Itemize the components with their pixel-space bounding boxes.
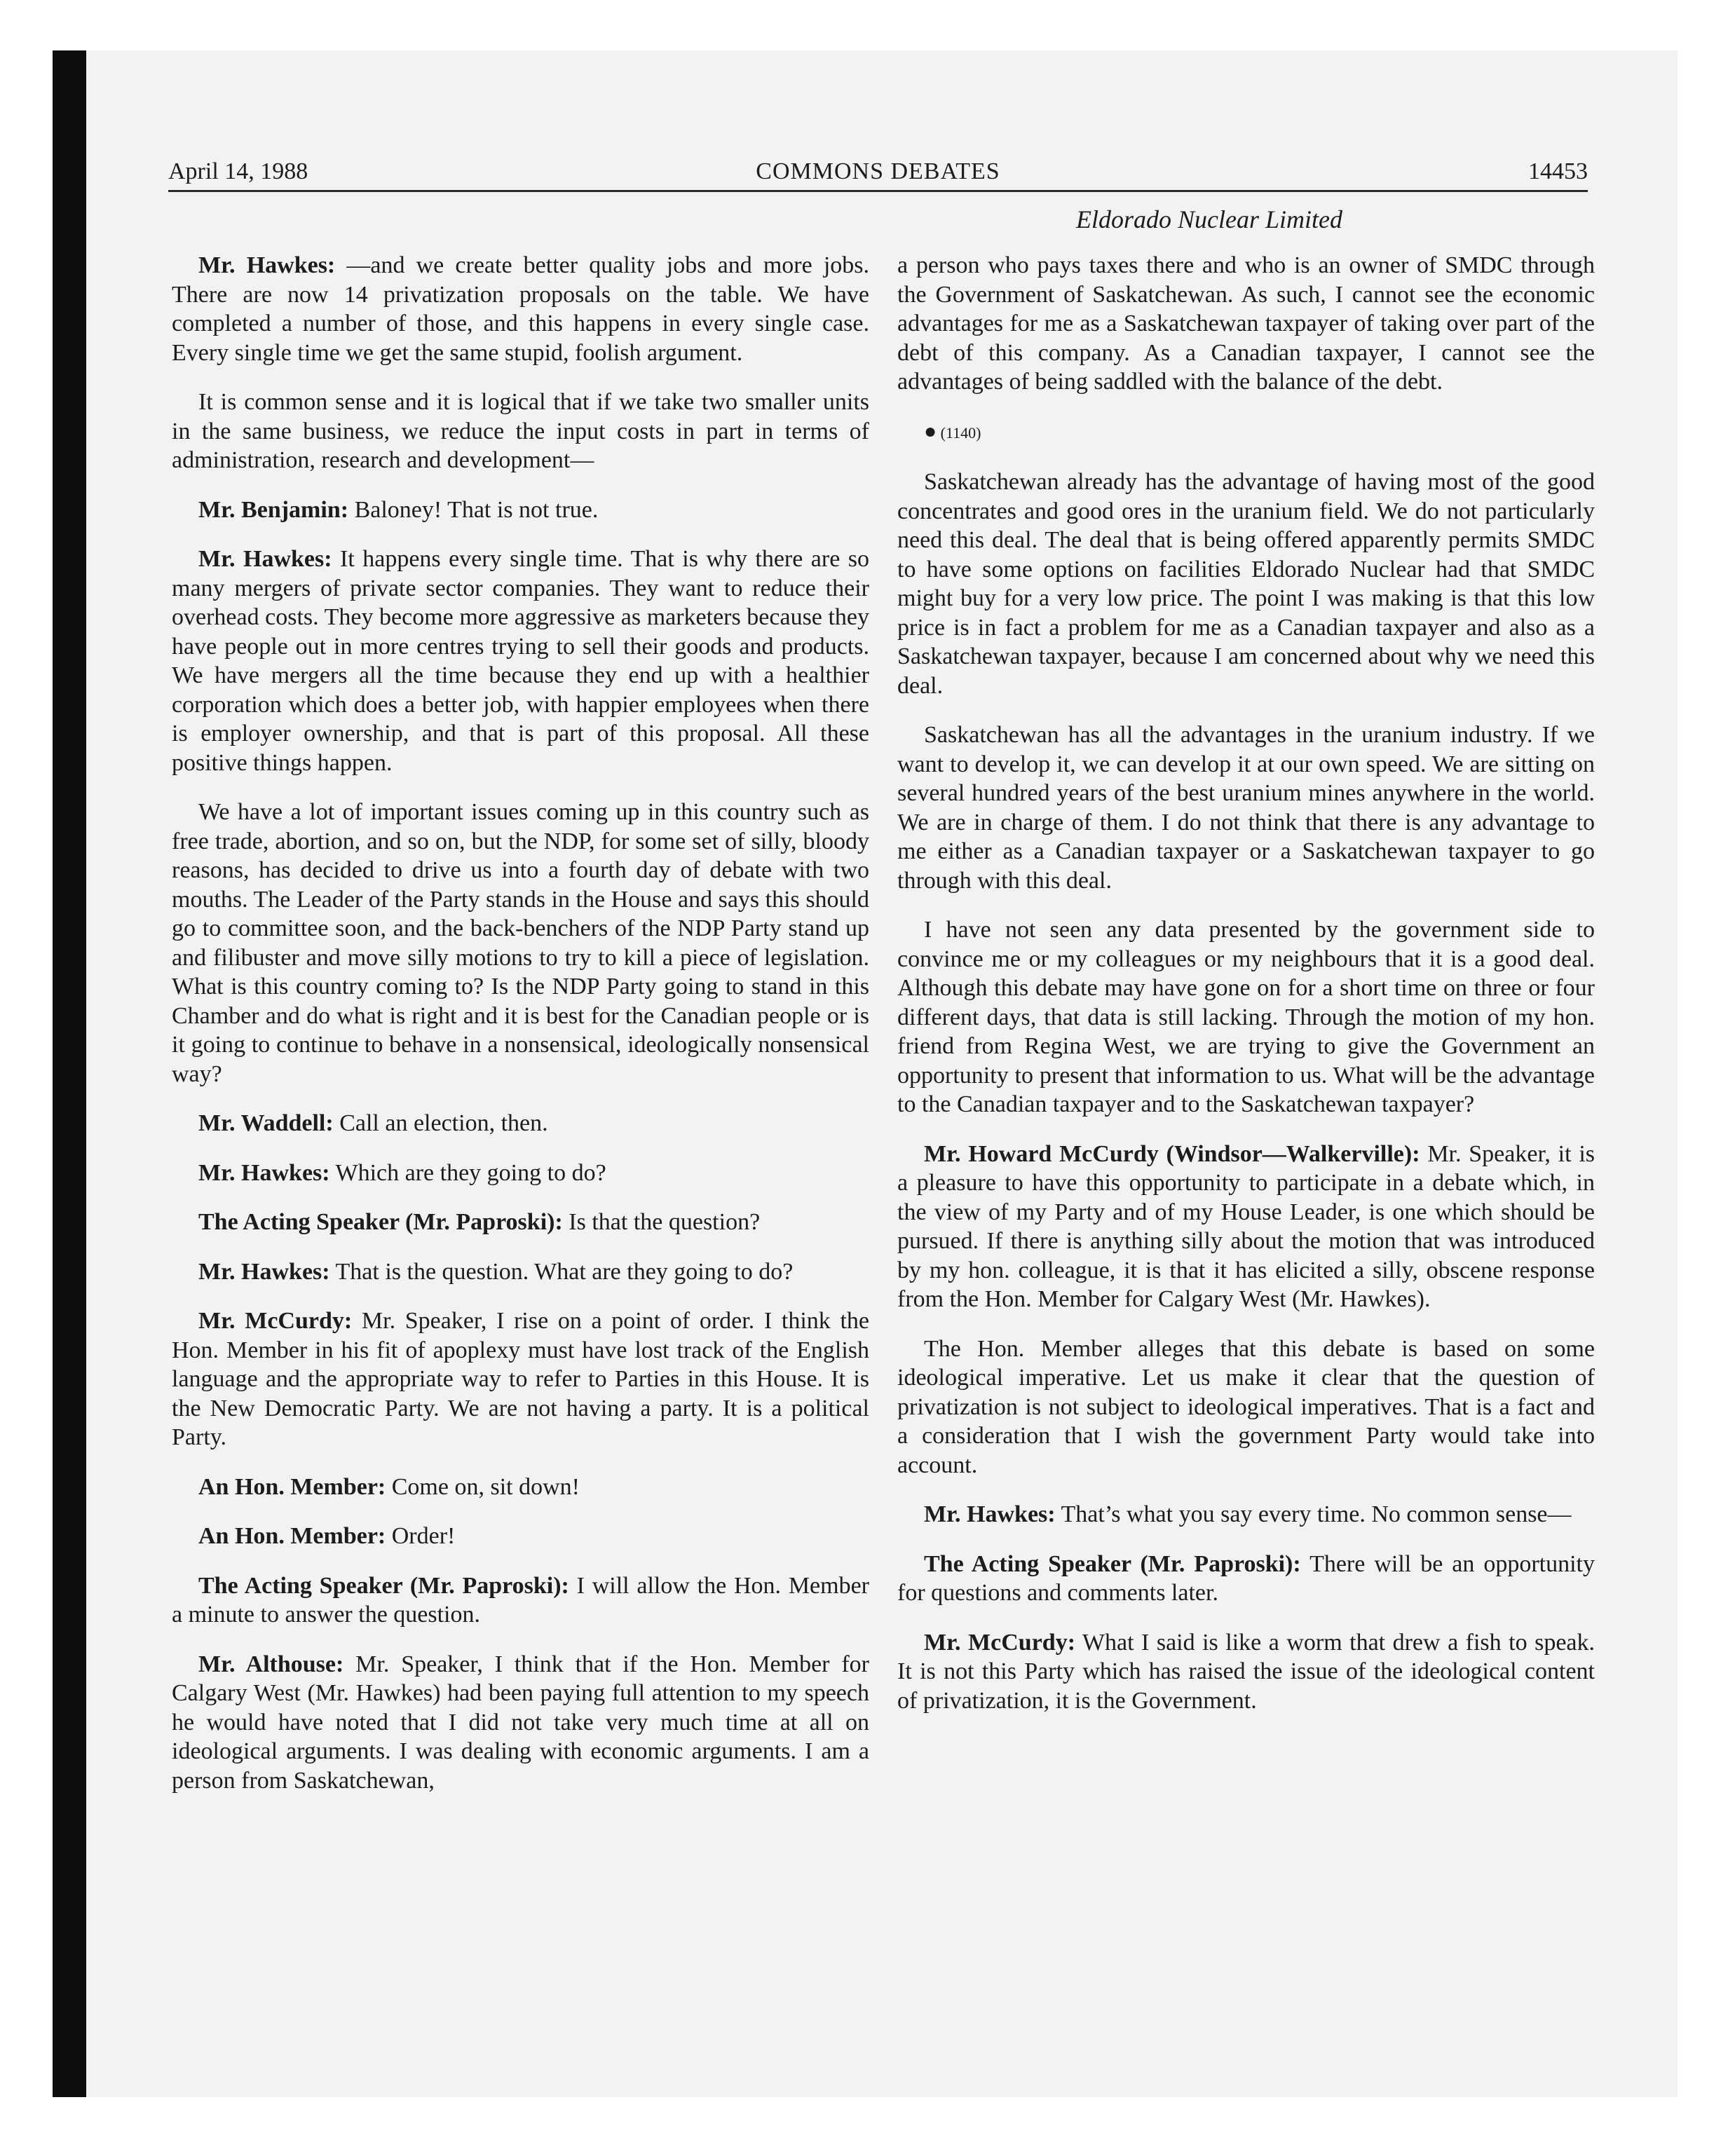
paragraph-text: —and we create better quality jobs and more jobs. There are now 14 privatization proposals on the table. We have completed a number of those, and this happens in every single case. Every single time we get the same stupid, foolish argument. (172, 252, 870, 366)
header-page-number: 14453 (1528, 158, 1588, 184)
paragraph (172, 1571, 869, 1630)
paragraph (172, 1208, 869, 1237)
speaker-name: Mr. McCurdy: (198, 1308, 353, 1334)
speaker-name: The Acting Speaker (Mr. Paproski): (924, 1550, 1301, 1577)
paragraph (172, 1159, 869, 1188)
paragraph-text: Baloney! That is not true. (348, 496, 599, 523)
paragraph (897, 1500, 1595, 1529)
speaker-name: Mr. Hawkes: (198, 1159, 330, 1186)
time-marker-text: (1140) (940, 423, 981, 442)
paragraph-text: I have not seen any data presented by the government side to convince me or my colleagues or my neighbours that it is a good deal. Although this debate may have gone on for a short time on three or four different days, that data is still lacking. Through the motion of my hon. friend from Regina West, we are trying to give the Government an opportunity to present that information to us. What will be the advantage to the Canadian taxpayer and to the Saskatchewan taxpayer? (897, 917, 1595, 1117)
speaker-name: Mr. Howard McCurdy (Windsor—Walkerville): (924, 1140, 1420, 1167)
paragraph (172, 388, 869, 475)
header-date: April 14, 1988 (168, 158, 308, 184)
paragraph (897, 1550, 1595, 1608)
speaker-name: The Acting Speaker (Mr. Paproski): (198, 1572, 569, 1599)
paragraph (172, 251, 869, 367)
paragraph-text: Mr. Speaker, it is a pleasure to have this opportunity to participate in a debate which, in the view of my Party and of my House Leader, is one which should be pursued. If there is anything silly about the motion that was introduced by my hon. colleague, it is that it has elicited a silly, obscene response from the Hon. Member for Calgary West (Mr. Hawkes). (897, 1140, 1595, 1312)
paragraph (897, 1335, 1595, 1480)
paragraph (172, 545, 869, 777)
speaker-name: The Acting Speaker (Mr. Paproski): (198, 1209, 563, 1235)
paragraph (897, 1628, 1595, 1716)
paragraph-text: Saskatchewan already has the advantage of having most of the good concentrates and good ores in the uranium field. We do not particularly need this deal. The deal that is being offered apparently permits SMDC to have some options on facilities Eldorado Nuclear had that SMDC might buy for a very low price. The point I was making is that this low price is in fact a problem for me as a Canadian taxpayer and also as a Saskatchewan taxpayer, because I am concerned about why we need this deal. (897, 469, 1595, 699)
paragraph-text: Call an election, then. (333, 1110, 548, 1136)
paragraph-text: It is common sense and it is logical that if we take two smaller units in the same business, we reduce the input costs in part in terms of administration, research and development— (172, 389, 869, 473)
time-marker (897, 417, 1595, 448)
left-column (172, 251, 869, 1815)
paragraph-text: Order! (386, 1523, 456, 1549)
bullet-icon: ● (924, 419, 937, 443)
paragraph-text: The Hon. Member alleges that this debate is based on some ideological imperative. Let us make it clear that the question of privatization is not subject to ideological imperatives. That is a fact and a consideration that I wish the government Party would take into account. (897, 1335, 1595, 1478)
paragraph-text: We have a lot of important issues coming up in this country such as free trade, abortion, and so on, but the NDP, for some set of silly, bloody reasons, has decided to drive us into a fourth day of debate with two mouths. The Leader of the Party stands in the House and says this should go to committee soon, and the back-benchers of the NDP Party stand up and filibuster and move silly motions to try to kill a piece of legislation. What is this country coming to? Is the NDP Party going to stand in this Chamber and do what is right and it is best for the Canadian people or is it going to continue to behave in a nonsensical, ideologically nonsensical way? (172, 799, 869, 1087)
paragraph (172, 1306, 869, 1452)
speaker-name: Mr. Hawkes: (198, 1258, 330, 1285)
scan-edge-strip (53, 50, 86, 2097)
paragraph (897, 721, 1595, 895)
speaker-name: An Hon. Member: (198, 1523, 386, 1549)
paragraph-text: That’s what you say every time. No common sense— (1055, 1501, 1572, 1527)
paragraph-text: Which are they going to do? (329, 1159, 606, 1186)
speaker-name: Mr. Hawkes: (198, 252, 336, 278)
paragraph (172, 1109, 869, 1138)
paragraph (897, 468, 1595, 700)
paragraph-text: It happens every single time. That is why there are so many mergers of private sector companies. They want to reduce their overhead costs. They become more aggressive as marketers because they have people out in more centres trying to sell their goods and products. We have mergers all the time because they end up with a healthier corporation which does a better job, with happier employees when there is employer ownership, and that is part of this proposal. All these positive things happen. (172, 546, 869, 776)
paragraph-text: Mr. Speaker, I think that if the Hon. Member for Calgary West (Mr. Hawkes) had been paying full attention to my speech he would have noted that I did not take very much time at all on ideological arguments. I was dealing with economic arguments. I am a person from Saskatchewan, (172, 1651, 869, 1794)
paragraph-text: What I said is like a worm that drew a fish to speak. It is not this Party which has raised the issue of the ideological content of privatization, it is the Government. (897, 1629, 1595, 1714)
paragraph (897, 1140, 1595, 1314)
speaker-name: An Hon. Member: (198, 1473, 386, 1500)
header-title: COMMONS DEBATES (756, 158, 1000, 184)
speaker-name: Mr. Althouse: (198, 1651, 344, 1677)
paragraph-text: Come on, sit down! (386, 1473, 580, 1500)
paragraph (172, 496, 869, 525)
paragraph-text: I will allow the Hon. Member a minute to answer the question. (172, 1572, 869, 1628)
right-column (897, 251, 1595, 1735)
speaker-name: Mr. Hawkes: (924, 1501, 1056, 1527)
paragraph-text: Is that the question? (562, 1209, 761, 1235)
speaker-name: Mr. McCurdy: (924, 1629, 1076, 1656)
section-title: Eldorado Nuclear Limited (1076, 205, 1342, 233)
paragraph-text: Saskatchewan has all the advantages in the uranium industry. If we want to develop it, we can develop it at our own speed. We are sitting on several hundred years of the best uranium mines anywhere in the world. We are in charge of them. I do not think that there is any advantage to me either as a Canadian taxpayer or a Saskatchewan taxpayer to go through with this deal. (897, 722, 1595, 894)
speaker-name: Mr. Hawkes: (198, 546, 332, 572)
page-header (168, 158, 1588, 192)
paragraph (172, 1522, 869, 1551)
paragraph-continued: a person who pays taxes there and who is an owner of SMDC through the Government of Saskatchewan. As such, I cannot see the economic advantages for me as a Saskatchewan taxpayer of taking over part of the debt of this company. As a Canadian taxpayer, I cannot see the advantages of being saddled with the balance of the debt. (897, 252, 1595, 395)
paragraph-text: That is the question. What are they going to do? (329, 1258, 794, 1285)
paragraph (172, 1473, 869, 1502)
paragraph (172, 1257, 869, 1287)
paragraph (897, 915, 1595, 1119)
speaker-name: Mr. Benjamin: (198, 496, 349, 523)
speaker-name: Mr. Waddell: (198, 1110, 334, 1136)
paragraph (172, 1650, 869, 1796)
paragraph (172, 798, 869, 1089)
paragraph-text: Mr. Speaker, I rise on a point of order. I think the Hon. Member in his fit of apoplexy must have lost track of the English language and the appropriate way to refer to Parties in this House. It is the New Democratic Party. We are not having a party. It is a political Party. (172, 1308, 870, 1450)
paragraph-text: There will be an opportunity for questions and comments later. (897, 1550, 1595, 1606)
